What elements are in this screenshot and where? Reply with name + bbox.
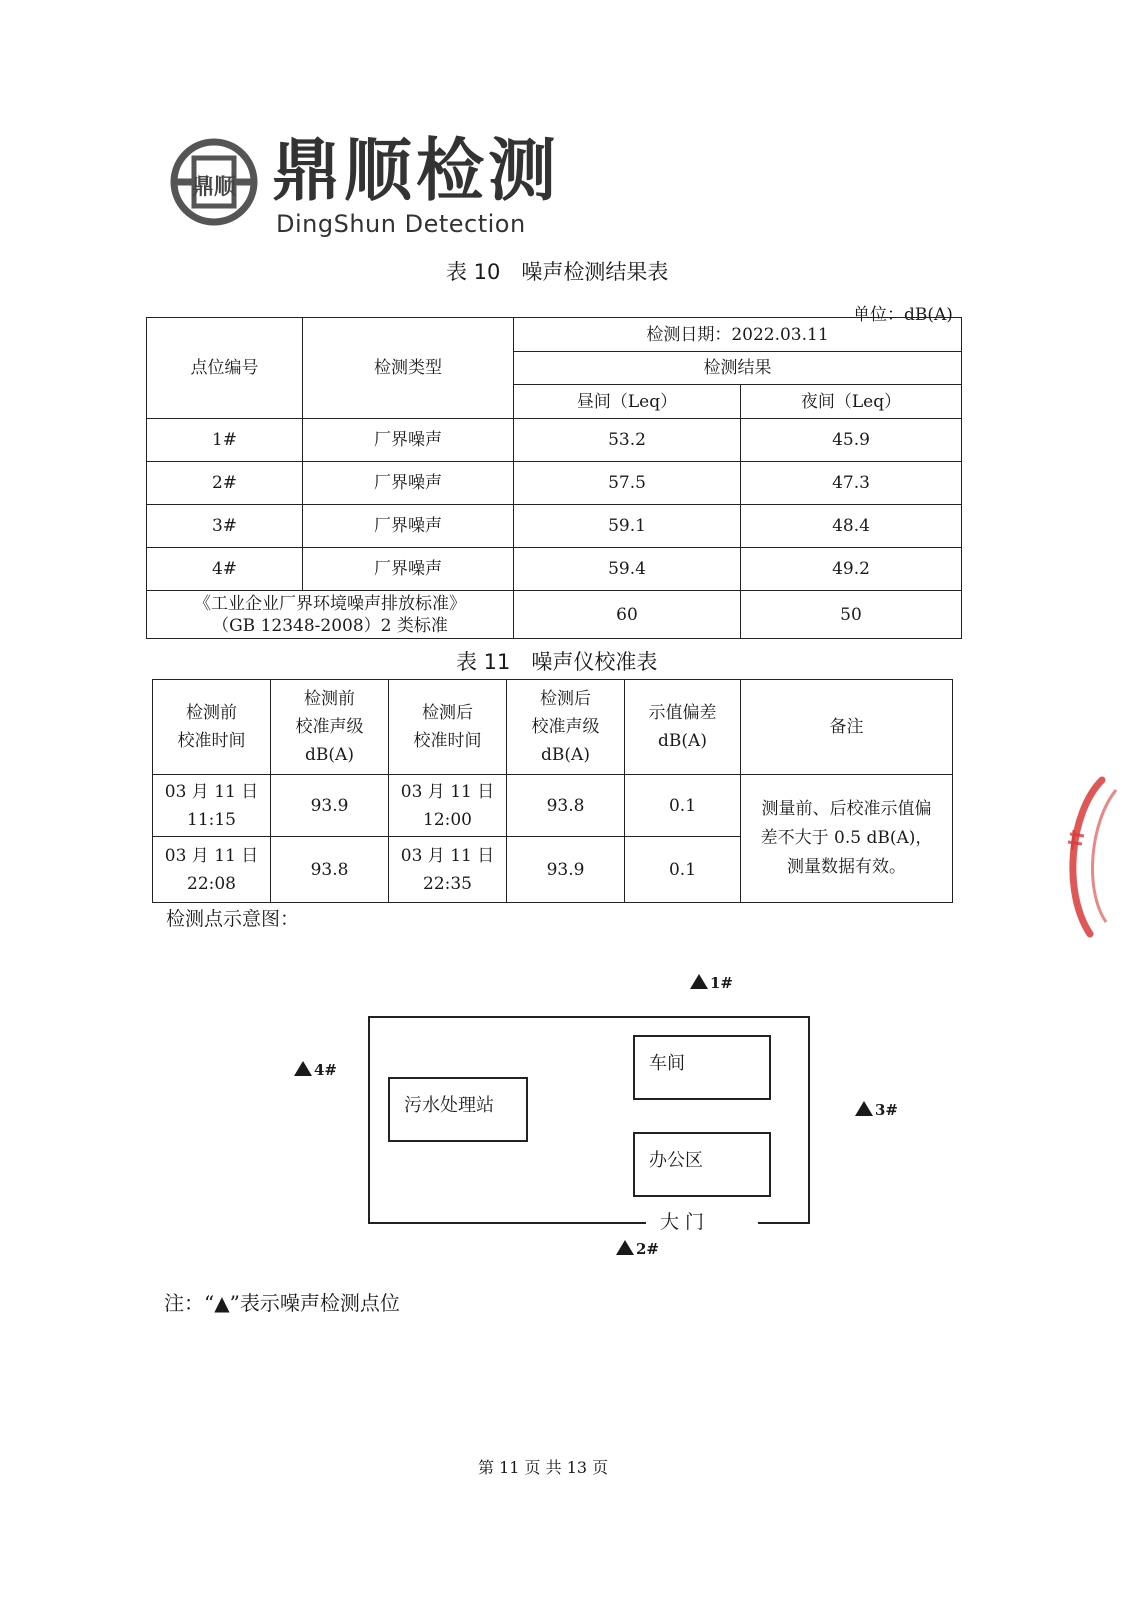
deviation-cell: 0.1 xyxy=(625,837,741,903)
date: 03 月 11 日 xyxy=(400,845,495,866)
header-pre-level xyxy=(271,680,389,775)
time: 22:08 xyxy=(187,873,236,894)
diagram-label: 检测点示意图： xyxy=(166,908,300,930)
deviation-cell: 0.1 xyxy=(625,775,741,837)
header-line: dB(A) xyxy=(305,745,354,765)
office-label: 办公区 xyxy=(649,1150,703,1171)
type-cell: 厂界噪声 xyxy=(303,462,514,505)
triangle-icon xyxy=(855,1101,873,1116)
table-row xyxy=(147,462,962,505)
standard-day: 60 xyxy=(514,591,741,639)
wastewater-label: 污水处理站 xyxy=(404,1095,494,1116)
header-line: 校准声级 xyxy=(531,717,600,737)
header-night: 夜间（Leq） xyxy=(741,385,962,419)
page-footer: 第 11 页 共 13 页 xyxy=(478,1458,609,1477)
header-post-level xyxy=(507,680,625,775)
triangle-icon xyxy=(294,1061,312,1076)
table-row xyxy=(147,548,962,591)
post-level-cell: 93.8 xyxy=(507,775,625,837)
point-cell: 3# xyxy=(147,505,303,548)
post-time-cell xyxy=(389,837,507,903)
date: 03 月 11 日 xyxy=(400,781,495,802)
point-3-label: 3# xyxy=(875,1101,899,1119)
point-1-marker xyxy=(690,974,733,992)
night-value: 48.4 xyxy=(741,505,962,548)
unit-label: 单位：dB(A) xyxy=(853,305,953,325)
gate-label: 大 门 xyxy=(660,1211,705,1233)
standard-cell xyxy=(147,591,514,639)
type-cell: 厂界噪声 xyxy=(303,419,514,462)
remark-line: 差不大于 0.5 dB(A)， xyxy=(760,828,933,848)
point-3-marker xyxy=(855,1101,898,1119)
remark-cell xyxy=(741,775,953,903)
table11-title: 表 11 噪声仪校准表 xyxy=(456,650,658,674)
header-result: 检测结果 xyxy=(514,352,962,385)
calibration-table xyxy=(152,679,953,903)
point-cell: 1# xyxy=(147,419,303,462)
office-building xyxy=(633,1132,771,1197)
workshop-building xyxy=(633,1035,771,1100)
header-line: 检测后 xyxy=(540,689,591,709)
pre-time-cell xyxy=(153,837,271,903)
triangle-icon xyxy=(690,974,708,989)
remark-line: 测量前、后校准示值偏 xyxy=(761,799,932,819)
triangle-icon xyxy=(616,1240,634,1255)
header-deviation xyxy=(625,680,741,775)
standard-night: 50 xyxy=(741,591,962,639)
night-value: 45.9 xyxy=(741,419,962,462)
date: 03 月 11 日 xyxy=(164,845,259,866)
point-cell: 4# xyxy=(147,548,303,591)
post-time-cell xyxy=(389,775,507,837)
type-cell: 厂界噪声 xyxy=(303,505,514,548)
header-remark: 备注 xyxy=(741,680,953,775)
post-level-cell: 93.9 xyxy=(507,837,625,903)
point-4-label: 4# xyxy=(314,1061,338,1079)
seal-stamp xyxy=(1050,772,1131,942)
date: 03 月 11 日 xyxy=(164,781,259,802)
standard-line1: 《工业企业厂界环境噪声排放标准》 xyxy=(194,593,466,614)
day-value: 53.2 xyxy=(514,419,741,462)
night-value: 49.2 xyxy=(741,548,962,591)
company-logo-cn: 鼎顺检测 xyxy=(272,132,561,211)
type-cell: 厂界噪声 xyxy=(303,548,514,591)
header-line: 检测前 xyxy=(304,689,355,709)
remark-line: 测量数据有效。 xyxy=(787,857,906,877)
header-point-no: 点位编号 xyxy=(147,318,303,419)
company-logo-mark xyxy=(168,136,260,228)
point-1-label: 1# xyxy=(710,974,734,992)
day-value: 57.5 xyxy=(514,462,741,505)
point-2-marker xyxy=(616,1240,659,1258)
time: 11:15 xyxy=(187,809,236,830)
header-line: 校准时间 xyxy=(413,731,482,751)
point-cell: 2# xyxy=(147,462,303,505)
standard-line2: （GB 12348-2008）2 类标准 xyxy=(212,615,448,636)
table10-title: 表 10 噪声检测结果表 xyxy=(446,260,669,284)
svg-text:鼎顺: 鼎顺 xyxy=(191,175,237,200)
header-line: dB(A) xyxy=(541,745,590,765)
header-line: 检测前 xyxy=(186,703,237,723)
time: 12:00 xyxy=(423,809,472,830)
company-logo-en: DingShun Detection xyxy=(276,210,526,238)
table-row xyxy=(153,775,953,837)
header-post-time xyxy=(389,680,507,775)
pre-time-cell xyxy=(153,775,271,837)
table-row xyxy=(147,505,962,548)
header-type: 检测类型 xyxy=(303,318,514,419)
header-day: 昼间（Leq） xyxy=(514,385,741,419)
point-4-marker xyxy=(294,1061,337,1079)
table-row xyxy=(147,419,962,462)
header-line: dB(A) xyxy=(658,731,707,751)
workshop-label: 车间 xyxy=(649,1053,685,1074)
header-line: 检测后 xyxy=(422,703,473,723)
header-line: 校准时间 xyxy=(177,731,246,751)
day-value: 59.1 xyxy=(514,505,741,548)
legend-note: 注：“▲”表示噪声检测点位 xyxy=(164,1291,400,1315)
day-value: 59.4 xyxy=(514,548,741,591)
header-line: 示值偏差 xyxy=(648,703,717,723)
header-date: 检测日期：2022.03.11 xyxy=(514,318,962,352)
time: 22:35 xyxy=(423,873,472,894)
standard-row xyxy=(147,591,962,639)
night-value: 47.3 xyxy=(741,462,962,505)
wastewater-station xyxy=(388,1077,528,1142)
noise-result-table xyxy=(146,317,962,639)
point-2-label: 2# xyxy=(636,1240,660,1258)
pre-level-cell: 93.8 xyxy=(271,837,389,903)
header-pre-time xyxy=(153,680,271,775)
header-line: 校准声级 xyxy=(295,717,364,737)
pre-level-cell: 93.9 xyxy=(271,775,389,837)
